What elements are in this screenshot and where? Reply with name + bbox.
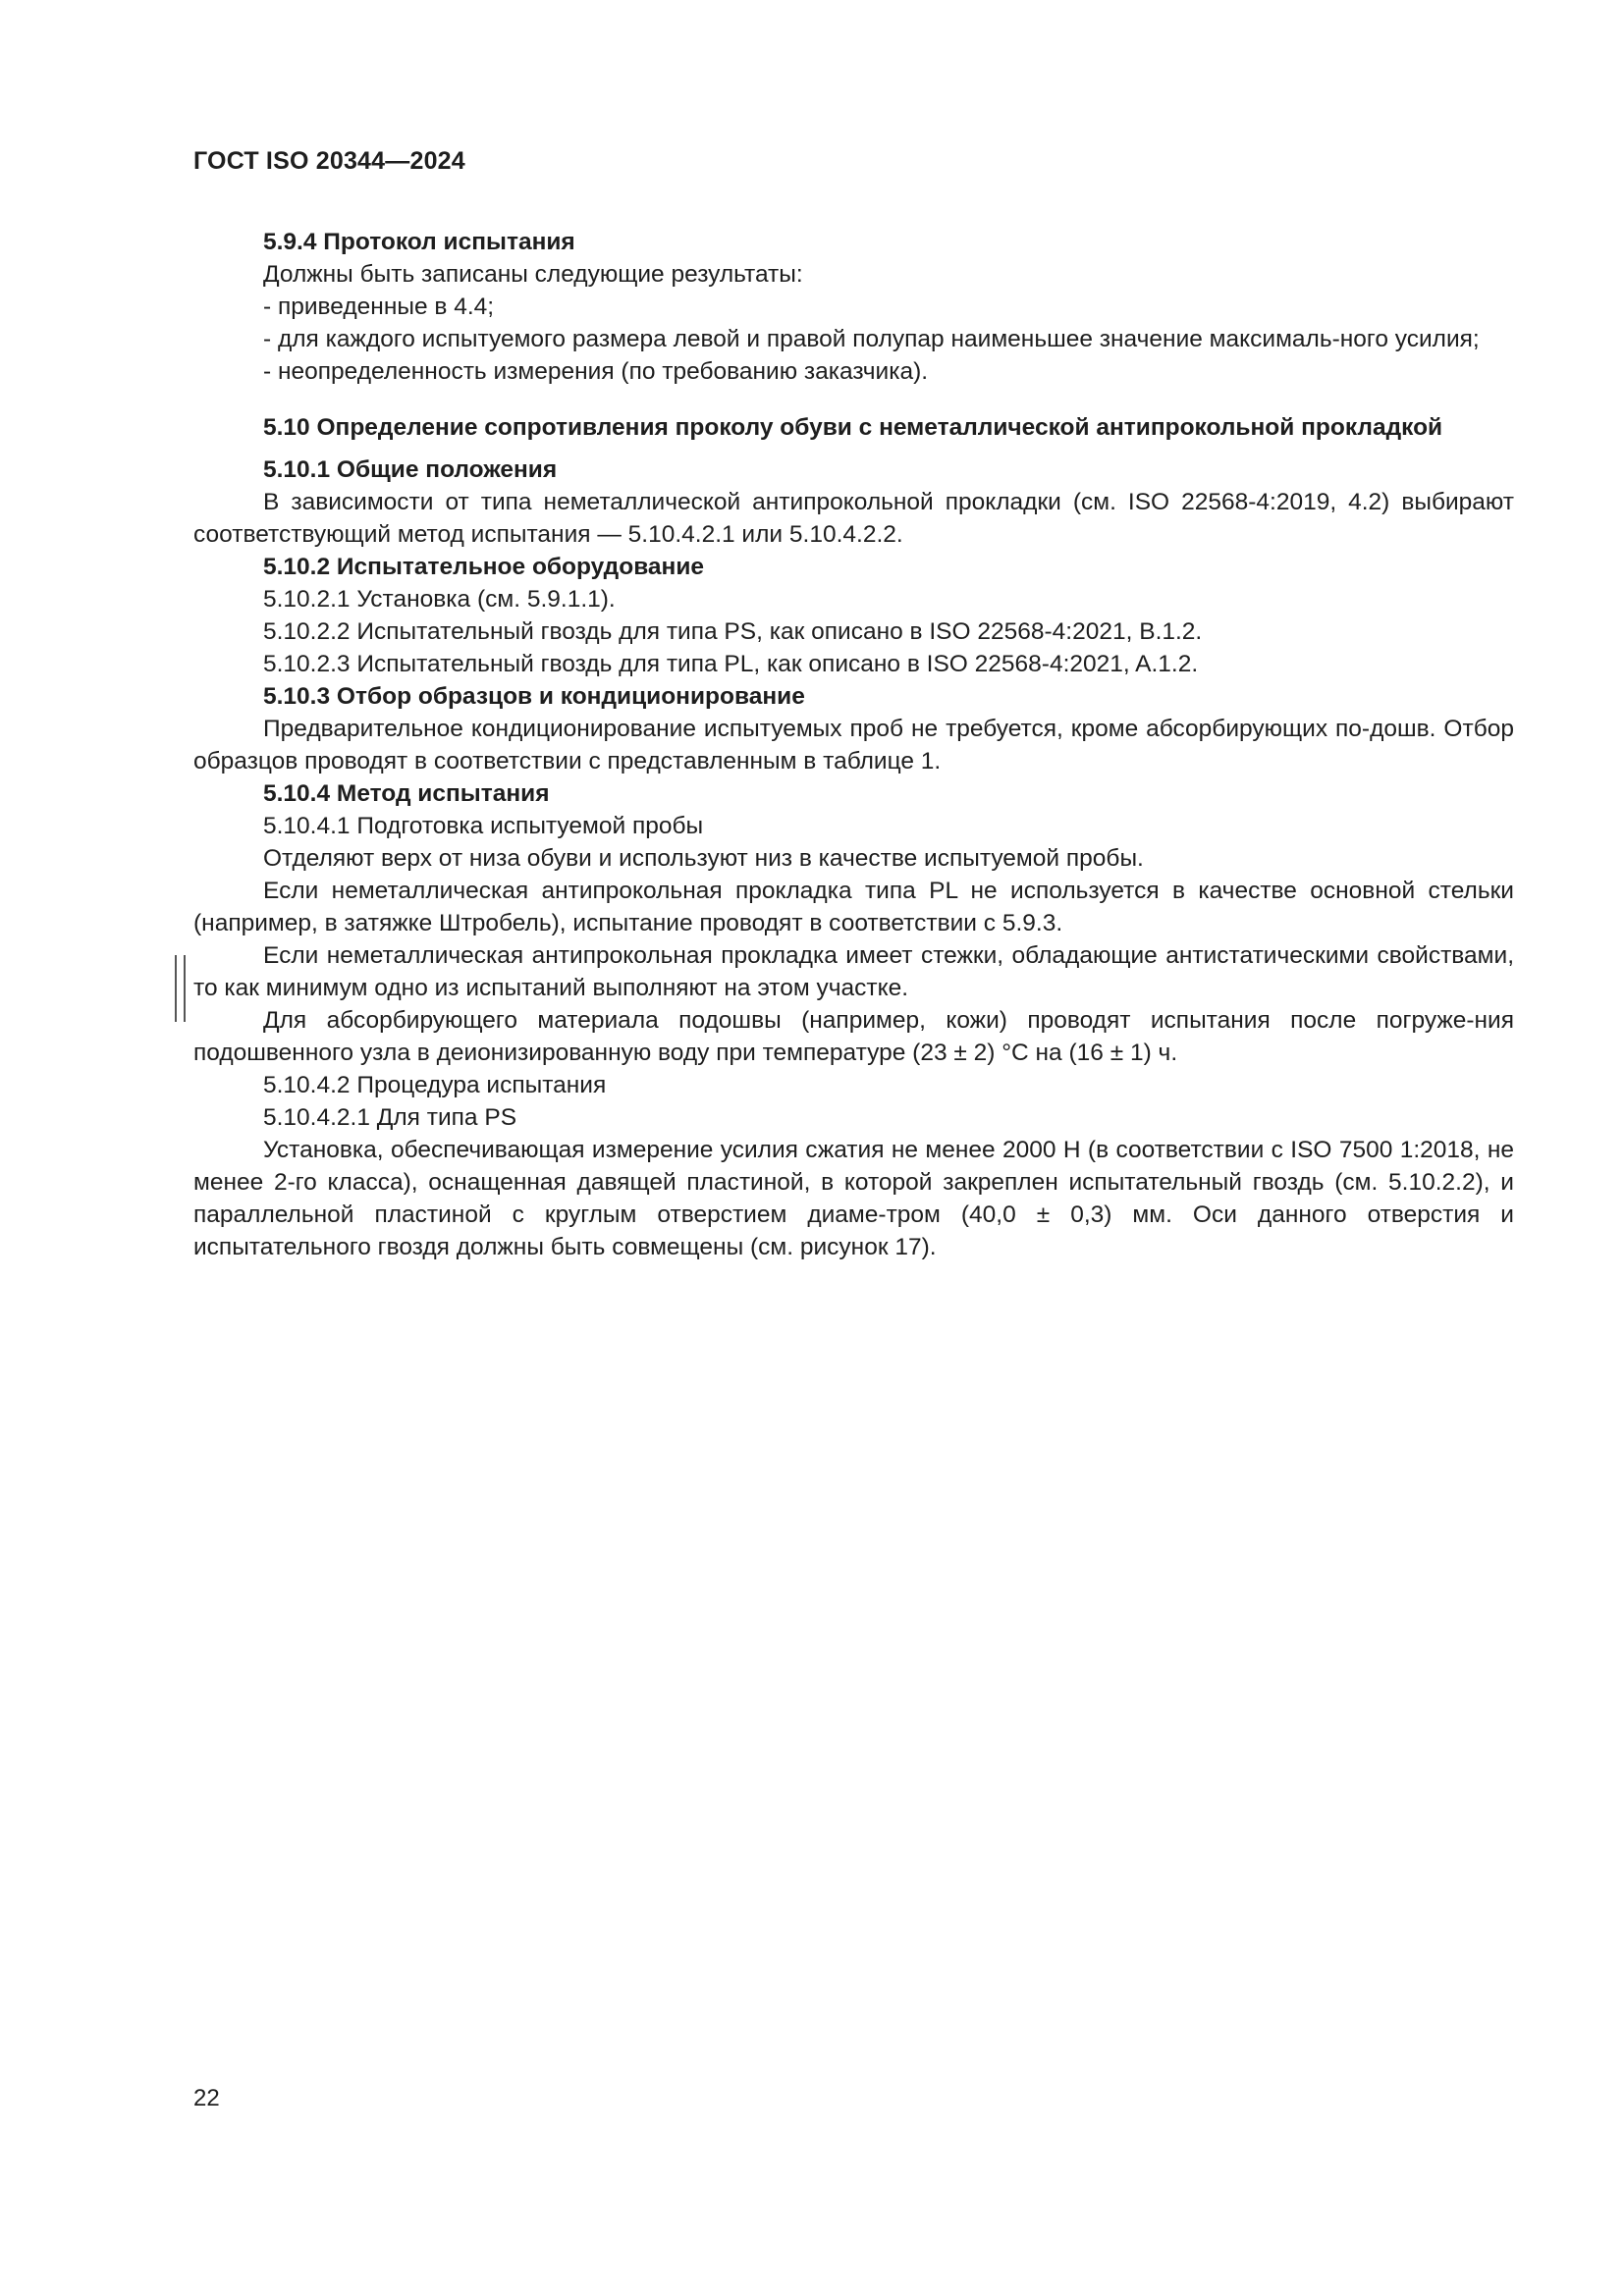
document-header: ГОСТ ISO 20344—2024 [193, 147, 465, 175]
section-5-10-3-text: Предварительное кондиционирование испытуемых проб не требуется, кроме абсорбирующих по-дошв. Отбор образцов проводят в соответствии с представленным в таблице 1. [193, 716, 1514, 774]
section-5-10-heading: 5.10 Определение сопротивления проколу обуви с неметаллической антипрокольной прокладкой [263, 414, 1443, 441]
document-body [193, 226, 1514, 1263]
paragraph-changed: Если неметаллическая антипрокольная прокладка типа PL не используется в качестве основной стельки (например, в затяжке Штробель), испытание проводят в соответствии с 5.9.3. [193, 878, 1514, 936]
list-item: 5.10.2.3 Испытательный гвоздь для типа PL, как описано в ISO 22568-4:2021, A.1.2. [263, 651, 1199, 677]
list-item: - неопределенность измерения (по требованию заказчика). [263, 358, 929, 385]
list-item: - для каждого испытуемого размера левой и правой полупар наименьшее значение максималь-ного усилия; [263, 326, 1480, 352]
paragraph: Установка, обеспечивающая измерение усилия сжатия не менее 2000 Н (в соответствии с ISO 7500 1:2018, не менее 2-го класса), оснащенная давящей пластиной, в которой закреплен испытательный гвоздь (см. 5.10.2.2), и параллельной пластиной с круглым отверстием диаме-тром (40,0 ± 0,3) мм. Оси данного отверстия и испытательного гвоздя должны быть совмещены (см. рисунок 17). [193, 1137, 1514, 1260]
section-5-10-4-2-heading: 5.10.4.2 Процедура испытания [263, 1072, 607, 1098]
paragraph: Если неметаллическая антипрокольная прокладка имеет стежки, обладающие антистатическими свойствами, то как минимум одно из испытаний выполняют на этом участке. [193, 942, 1514, 1001]
page-number: 22 [193, 2085, 220, 2111]
list-item: - приведенные в 4.4; [263, 294, 495, 320]
section-5-10-1-text: В зависимости от типа неметаллической антипрокольной прокладки (см. ISO 22568-4:2019, 4.2) выбирают соответствующий метод испытания — 5.10.4.2.1 или 5.10.4.2.2. [193, 489, 1514, 548]
change-marker [175, 955, 186, 1022]
section-5-10-4-1-heading: 5.10.4.1 Подготовка испытуемой пробы [263, 813, 704, 839]
paragraph: Для абсорбирующего материала подошвы (например, кожи) проводят испытания после погруже-ния подошвенного узла в деионизированную воду при температуре (23 ± 2) °C на (16 ± 1) ч. [193, 1007, 1514, 1066]
section-5-9-4-heading: 5.9.4 Протокол испытания [263, 229, 575, 255]
section-5-10-3-heading: 5.10.3 Отбор образцов и кондиционирование [263, 683, 805, 710]
section-5-10-4-heading: 5.10.4 Метод испытания [263, 780, 550, 807]
list-item: 5.10.2.2 Испытательный гвоздь для типа PS, как описано в ISO 22568-4:2021, B.1.2. [263, 618, 1203, 645]
section-5-10-4-2-1-heading: 5.10.4.2.1 Для типа PS [263, 1104, 517, 1131]
section-5-10-1-heading: 5.10.1 Общие положения [263, 456, 558, 483]
list-item: 5.10.2.1 Установка (см. 5.9.1.1). [263, 586, 616, 613]
paragraph: Отделяют верх от низа обуви и используют низ в качестве испытуемой пробы. [263, 845, 1144, 872]
section-5-10-2-heading: 5.10.2 Испытательное оборудование [263, 554, 705, 580]
section-5-9-4-intro: Должны быть записаны следующие результаты: [263, 261, 803, 288]
